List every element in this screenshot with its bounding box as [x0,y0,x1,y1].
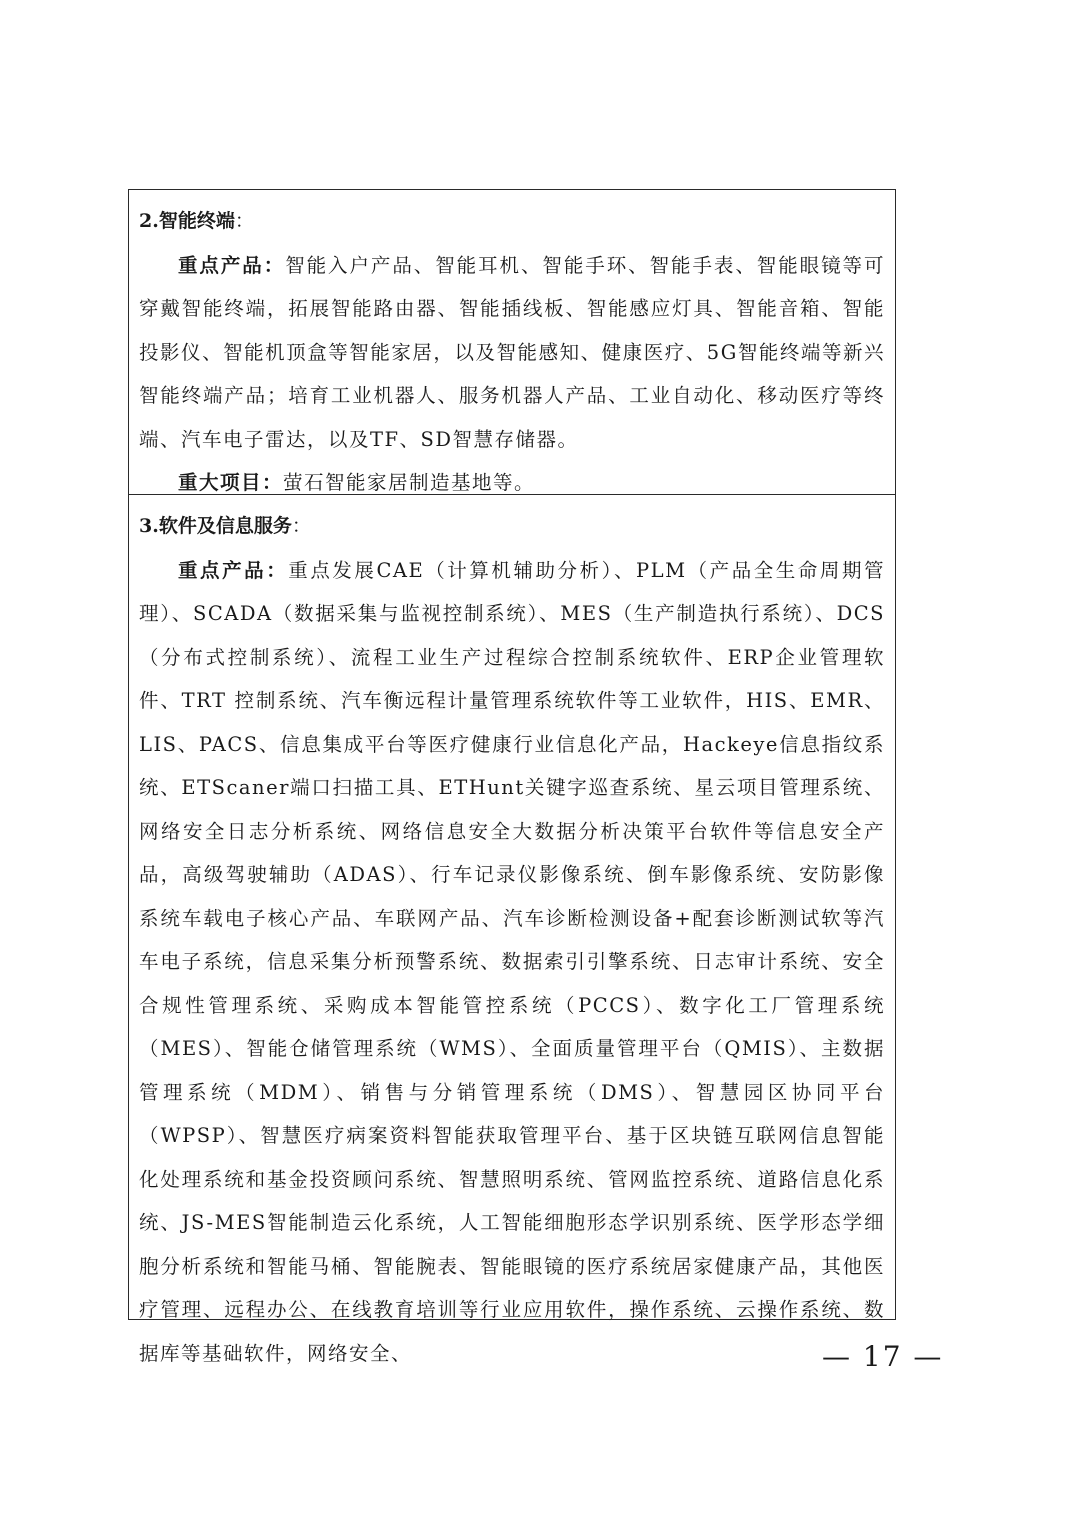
section-heading-text: 2.智能终端 [139,210,235,232]
section-smart-terminals [129,190,895,494]
content-table [128,189,896,1365]
paragraph-lead: 重点产品： [178,253,286,277]
key-products-paragraph [139,549,885,1376]
section-heading-text: 3.软件及信息服务 [139,515,292,537]
key-products-paragraph [139,244,885,462]
page-number: — 17 — [822,1340,944,1373]
section-software-info-services [129,494,895,1365]
paragraph-lead: 重点产品： [178,558,289,582]
section-heading-colon: ： [291,515,311,537]
paragraph-text: 萤石智能家居制造基地等。 [283,471,536,494]
section-heading [139,505,885,549]
paragraph-text: 重点发展CAE（计算机辅助分析）、PLM（产品全生命周期管理）、SCADA（数据采集与监视控制系统）、MES（生产制造执行系统）、DCS（分布式控制系统）、流程工业生产过程综合控制系统软件、ERP企业管理软件、TRT 控制系统、汽车衡远程计量管理系统软件等工业软件，HIS、EMR、LIS、PACS、信息集成平台等医疗健康行业信息化产品，Hackeye信息指纹系统、ETScaner端口扫描工具、ETHunt关键字巡查系统、星云项目管理系统、网络安全日志分析系统、网络信息安全大数据分析决策平台软件等信息安全产品，高级驾驶辅助（ADAS）、行车记录仪影像系统、倒车影像系统、安防影像系统车载电子核心产品、车联网产品、汽车诊断检测设备+配套诊断测试软等汽车电子系统，信息采集分析预警系统、数据索引引擎系统、日志审计系统、安全合规性管理系统、采购成本智能管控系统（PCCS）、数字化工厂管理系统（MES）、智能仓储管理系统（WMS）、全面质量管理平台（QMIS）、主数据管理系统（MDM）、销售与分销管理系统（DMS）、智慧园区协同平台（WPSP）、智慧医疗病案资料智能获取管理平台、基于区块链互联网信息智能化处理系统和基金投资顾问系统、智慧照明系统、管网监控系统、道路信息化系统、JS-MES智能制造云化系统，人工智能细胞形态学识别系统、医学形态学细胞分析系统和智能马桶、智能腕表、智能眼镜的医疗系统居家健康产品，其他医疗管理、远程办公、在线教育培训等行业应用软件，操作系统、云操作系统、数据库等基础软件，网络安全、 [139,558,885,1365]
paragraph-text: 智能入户产品、智能耳机、智能手环、智能手表、智能眼镜等可穿戴智能终端，拓展智能路由器、智能插线板、智能感应灯具、智能音箱、智能投影仪、智能机顶盒等智能家居，以及智能感知、健康医疗、5G智能终端等新兴智能终端产品；培育工业机器人、服务机器人产品、工业自动化、移动医疗等终端、汽车电子雷达，以及TF、SD智慧存储器。 [139,253,885,451]
section-heading-colon: ： [234,210,254,232]
paragraph-lead: 重大项目： [178,471,284,494]
section-heading [139,200,885,244]
